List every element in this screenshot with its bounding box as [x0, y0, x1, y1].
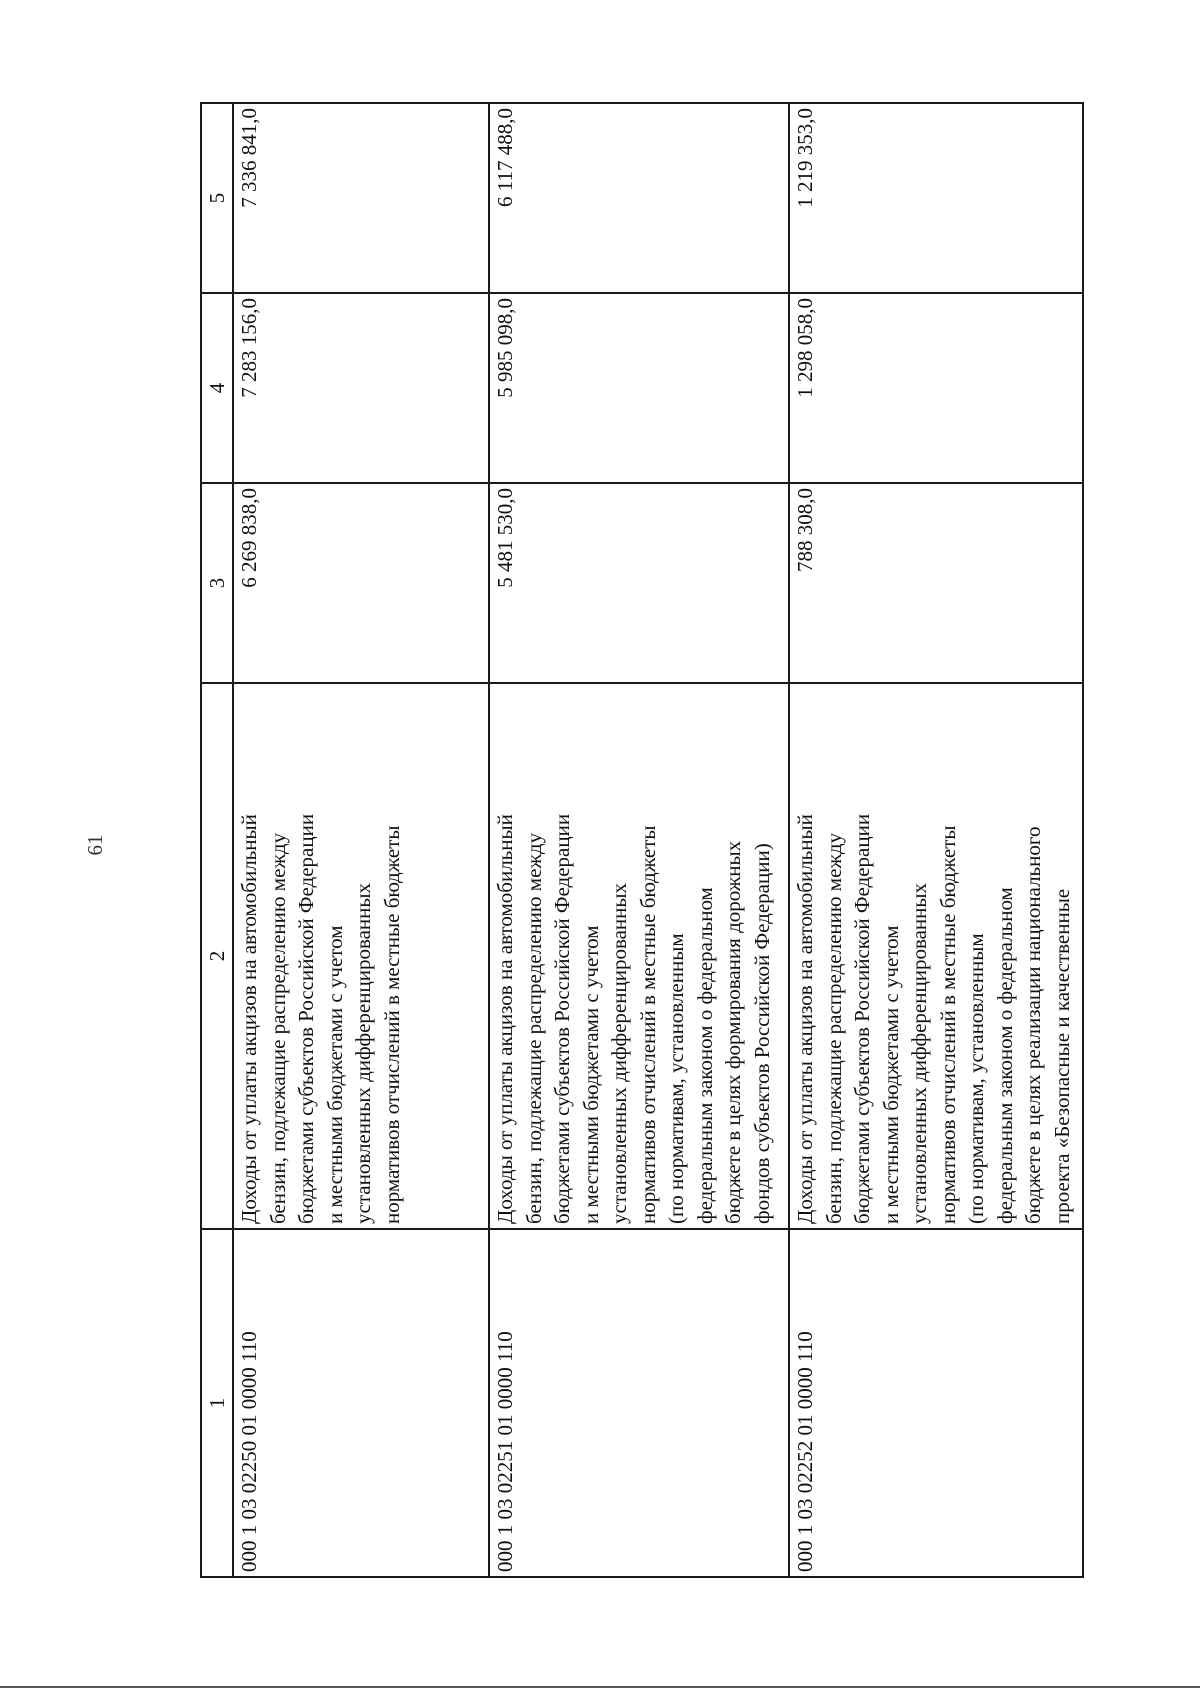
description-line: (по нормативам, установленным — [664, 933, 688, 1224]
bottom-scan-edge-line — [0, 1686, 1200, 1688]
description-line: бюджетами субъектов Российской Федерации — [550, 813, 574, 1224]
description-line: федеральным законом о федеральном — [692, 887, 717, 1224]
description-line: проекта «Безопасные и качественные — [1049, 888, 1074, 1224]
value-cell-col3: 788 308,0 — [789, 483, 1083, 683]
description-line: Доходы от уплаты акцизов на автомобильный — [793, 814, 817, 1224]
description-cell — [233, 683, 489, 1229]
budget-table — [200, 102, 1084, 1578]
description-line: нормативов отчислений в местные бюджеты — [379, 825, 404, 1224]
description-line: установленных дифференцированных — [907, 882, 931, 1224]
description-line: и местными бюджетами с учетом — [322, 925, 347, 1224]
value-cell-col4: 7 283 156,0 — [233, 293, 489, 483]
description-line: (по нормативам, установленным — [964, 933, 988, 1224]
table-row — [233, 103, 489, 1577]
value-cell-col5: 1 219 353,0 — [789, 103, 1083, 293]
table-row — [789, 103, 1083, 1577]
description-line: бензин, подлежащие распределению между — [821, 832, 846, 1224]
rotated-table-container — [200, 104, 1084, 1578]
value-cell-col5: 7 336 841,0 — [233, 103, 489, 293]
header-cell-5: 5 — [201, 103, 233, 293]
description-cell — [789, 683, 1083, 1229]
description-line: установленных дифференцированных — [607, 882, 631, 1224]
header-cell-1: 1 — [201, 1229, 233, 1577]
description-line: бюджете в целях формирования дорожных — [721, 840, 745, 1224]
value-cell-col4: 5 985 098,0 — [489, 293, 789, 483]
value-cell-col3: 6 269 838,0 — [233, 483, 489, 683]
value-cell-col4: 1 298 058,0 — [789, 293, 1083, 483]
description-line: бензин, подлежащие распределению между — [265, 832, 290, 1224]
description-line: нормативов отчислений в местные бюджеты — [635, 825, 660, 1224]
description-cell — [489, 683, 789, 1229]
header-cell-4: 4 — [201, 293, 233, 483]
value-cell-col3: 5 481 530,0 — [489, 483, 789, 683]
budget-code-cell: 000 1 03 02251 01 0000 110 — [489, 1229, 789, 1577]
budget-code-cell: 000 1 03 02250 01 0000 110 — [233, 1229, 489, 1577]
header-cell-3: 3 — [201, 483, 233, 683]
description-line: бюджетами субъектов Российской Федерации — [850, 813, 874, 1224]
description-line: и местными бюджетами с учетом — [578, 925, 603, 1224]
description-line: и местными бюджетами с учетом — [878, 925, 903, 1224]
description-line: фондов субъектов Российской Федерации) — [749, 843, 774, 1224]
description-line: Доходы от уплаты акцизов на автомобильный — [237, 814, 261, 1224]
description-line: федеральным законом о федеральном — [992, 887, 1017, 1224]
budget-code-cell: 000 1 03 02252 01 0000 110 — [789, 1229, 1083, 1577]
table-header-row — [201, 103, 233, 1577]
description-line: Доходы от уплаты акцизов на автомобильный — [493, 814, 517, 1224]
description-line: бензин, подлежащие распределению между — [521, 832, 546, 1224]
description-line: бюджете в целях реализации национального — [1021, 826, 1045, 1224]
description-line: нормативов отчислений в местные бюджеты — [935, 825, 960, 1224]
header-cell-2: 2 — [201, 683, 233, 1229]
description-line: бюджетами субъектов Российской Федерации — [294, 813, 318, 1224]
table-row — [489, 103, 789, 1577]
description-line: установленных дифференцированных — [351, 882, 375, 1224]
value-cell-col5: 6 117 488,0 — [489, 103, 789, 293]
page-number: 61 — [83, 834, 107, 856]
